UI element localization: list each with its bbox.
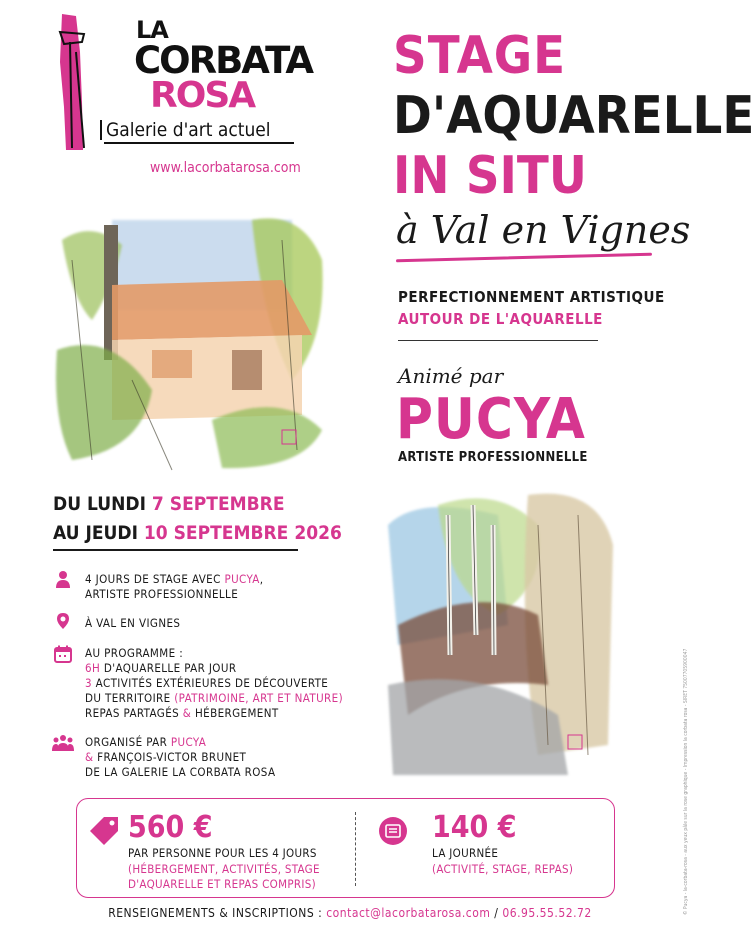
- ticket-icon: [378, 816, 408, 846]
- calendar-icon: [54, 645, 72, 663]
- subtitle-line1: PERFECTIONNEMENT ARTISTIQUE: [398, 288, 665, 306]
- day-price-includes: (ACTIVITÉ, STAGE, REPAS): [432, 862, 574, 876]
- full-price: 560 €: [128, 810, 213, 845]
- full-price-includes: (HÉBERGEMENT, ACTIVITÉS, STAGE D'AQUARELLE ET REPAS COMPRIS): [128, 862, 320, 891]
- date-start: DU LUNDI 7 SEPTEMBRE: [53, 493, 285, 515]
- pricing-divider: [355, 812, 356, 886]
- location-pin-icon: [54, 612, 72, 630]
- day-price: 140 €: [432, 810, 517, 845]
- subtitle-line2: AUTOUR DE L'AQUARELLE: [398, 310, 603, 328]
- side-credit: © Pucya - la-corbata-rosa - aux yeux pâle sur la rose graphique - Impression la corbata rosa - SIRET 75007705900047: [683, 648, 689, 915]
- full-price-desc: PAR PERSONNE POUR LES 4 JOURS: [128, 846, 317, 860]
- info-duration: 4 JOURS DE STAGE AVEC PUCYA, ARTISTE PROFESSIONNELLE: [85, 572, 264, 601]
- date-divider: [53, 549, 298, 551]
- logo-underline: [104, 142, 294, 144]
- contact-phone-link[interactable]: 06.95.55.52.72: [502, 906, 592, 920]
- logo-corbata: CORBATA: [134, 39, 313, 82]
- info-organizers: ORGANISÉ PAR PUCYA & FRANÇOIS-VICTOR BRUNET DE LA GALERIE LA CORBATA ROSA: [85, 735, 276, 779]
- subtitle-divider: [398, 340, 598, 341]
- host-role: ARTISTE PROFESSIONNELLE: [398, 450, 588, 465]
- watercolor-birch-painting: [378, 485, 618, 780]
- date-end: AU JEUDI 10 SEPTEMBRE 2026: [53, 522, 342, 544]
- title-location: à Val en Vignes: [396, 208, 691, 252]
- logo-brush-mark-icon: [56, 12, 86, 152]
- title-in-situ: IN SITU: [393, 146, 587, 206]
- title-underline: [396, 253, 652, 263]
- title-aquarelle: D'AQUARELLE: [393, 86, 754, 146]
- watercolor-house-painting: [52, 200, 332, 475]
- contact-email-link[interactable]: contact@lacorbatarosa.com: [326, 906, 491, 920]
- title-stage: STAGE: [393, 26, 567, 86]
- person-icon: [54, 570, 72, 588]
- logo-rosa: ROSA: [150, 75, 255, 116]
- logo-la: LA: [136, 16, 168, 44]
- footer-contact: [0, 906, 700, 920]
- price-tag-icon: [90, 815, 120, 845]
- website-link[interactable]: www.lacorbatarosa.com: [150, 160, 301, 176]
- host-name: PUCYA: [396, 387, 586, 452]
- info-program: AU PROGRAMME : 6H D'AQUARELLE PAR JOUR 3 ACTIVITÉS EXTÉRIEURES DE DÉCOUVERTE DU TERRITOIRE (PATRIMOINE, ART ET NATURE) REPAS PARTAGÉS & HÉBERGEMENT: [85, 646, 344, 720]
- day-price-desc: LA JOURNÉE: [432, 846, 499, 860]
- info-location: À VAL EN VIGNES: [85, 616, 181, 630]
- group-icon: [52, 734, 74, 752]
- host-intro: Animé par: [398, 364, 504, 388]
- footer-label: RENSEIGNEMENTS & INSCRIPTIONS :: [108, 906, 323, 920]
- footer-separator: /: [494, 906, 499, 920]
- logo-gallery-tagline: Galerie d'art actuel: [100, 120, 271, 140]
